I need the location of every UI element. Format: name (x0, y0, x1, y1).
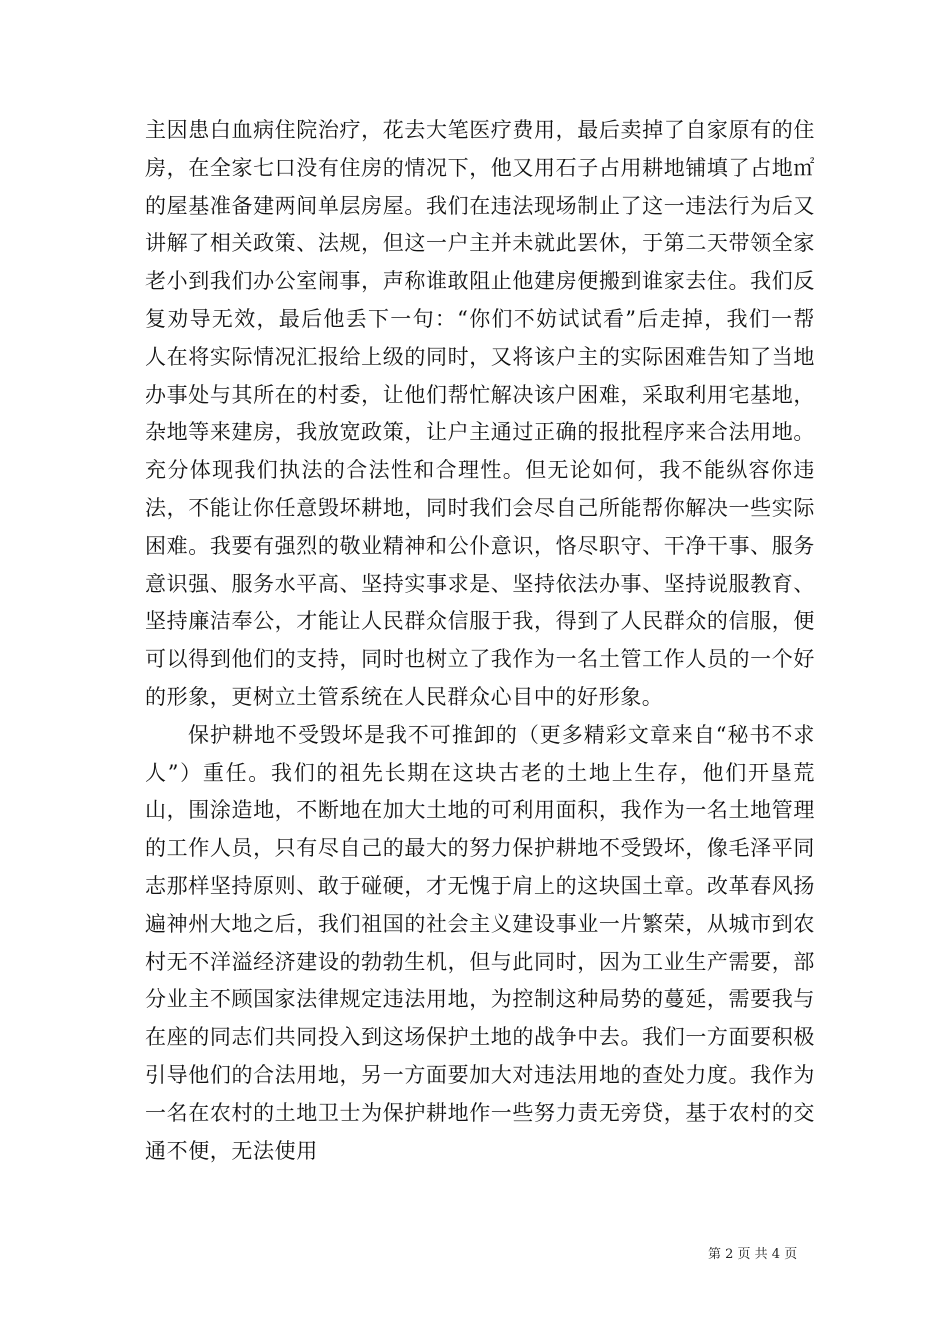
paragraph: 保护耕地不受毁坏是我不可推卸的（更多精彩文章来自“秘书不求人”）重任。我们的祖先长期在这块古老的土地上生存，他们开垦荒山，围涂造地，不断地在加大土地的可利用面积，我作为一名土地管理的工作人员，只有尽自己的最大的努力保护耕地不受毁坏，像毛泽平同志那样坚持原则、敢于碰硬，才无愧于肩上的这块国土章。改革春风扬遍神州大地之后，我们祖国的社会主义建设事业一片繁荣，从城市到农村无不洋溢经济建设的勃勃生机，但与此同时，因为工业生产需要，部分业主不顾国家法律规定违法用地，为控制这种局势的蔓延，需要我与在座的同志们共同投入到这场保护土地的战争中去。我们一方面要积极引导他们的合法用地，另一方面要加大对违法用地的查处力度。我作为一名在农村的土地卫士为保护耕地作一些努力责无旁贷，基于农村的交通不便，无法使用 (145, 722, 815, 1163)
paragraph: 主因患白血病住院治疗，花去大笔医疗费用，最后卖掉了自家原有的住房，在全家七口没有住房的情况下，他又用石子占用耕地铺填了占地㎡的屋基准备建两间单层房屋。我们在违法现场制止了这一违法行为后又讲解了相关政策、法规，但这一户主并未就此罢休，于第二天带领全家老小到我们办公室闹事，声称谁敢阻止他建房便搬到谁家去住。我们反复劝导无效，最后他丢下一句：“你们不妨试试看”后走掉，我们一帮人在将实际情况汇报给上级的同时，又将该户主的实际困难告知了当地办事处与其所在的村委，让他们帮忙解决该户困难，采取利用宅基地，杂地等来建房，我放宽政策，让户主通过正确的报批程序来合法用地。充分体现我们执法的合法性和合理性。但无论如何，我不能纵容你违法，不能让你任意毁坏耕地，同时我们会尽自己所能帮你解决一些实际困难。我要有强烈的敬业精神和公仆意识，恪尽职守、干净干事、服务意识强、服务水平高、坚持实事求是、坚持依法办事、坚持说服教育、坚持廉洁奉公，才能让人民群众信服于我，得到了人民群众的信服，便可以得到他们的支持，同时也树立了我作为一名土管工作人员的一个好的形象，更树立土管系统在人民群众心目中的好形象。 (145, 118, 815, 709)
document-body (145, 112, 815, 1170)
page-number: 第 2 页 共 4 页 (708, 1247, 798, 1262)
